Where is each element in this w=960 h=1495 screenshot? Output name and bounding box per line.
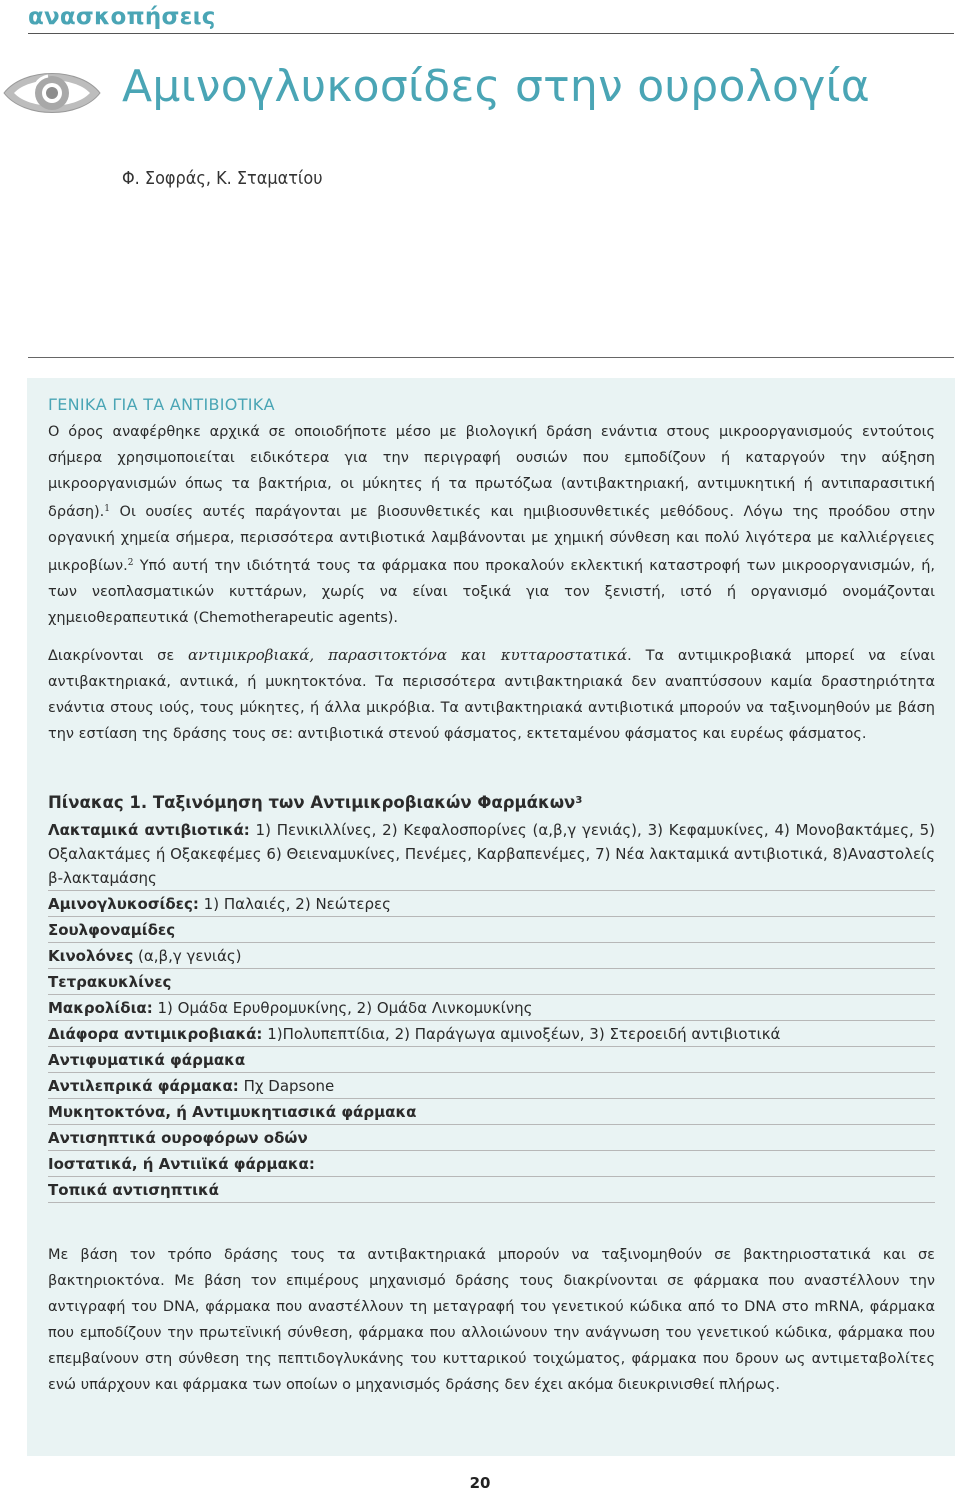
row-label: Τετρακυκλίνες xyxy=(48,973,172,991)
row-label: Μακρολίδια: xyxy=(48,999,153,1017)
table-row xyxy=(48,1178,935,1203)
section-heading: ΓΕΝΙΚΑ ΓΙΑ ΤΑ ΑΝΤΙΒΙΟΤΙΚΑ xyxy=(48,395,275,414)
table-row xyxy=(48,1022,935,1047)
paragraph-intro-part-b: Οι ουσίες αυτές παράγονται με βιοσυνθετικές και ημιβιοσυνθετικές μεθόδους. Λόγω της προόδου στην οργανική χημεία σήμερα, περισσότερα αντιβιοτικά λαμβάνονται με χημική σύνθεση και πολύ λιγότερα με καλλιέργειες μικροβίων. xyxy=(48,504,935,574)
row-label: Μυκητοκτόνα, ή Αντιμυκητιασικά φάρμακα xyxy=(48,1103,417,1121)
row-text: 1) Πενικιλλίνες, 2) Κεφαλοσπορίνες (α,β,γ γενιάς), 3) Κεφαμυκίνες, 4) Μονοβακτάμες, 5) Οξαλακτάμες ή Οξακεφέμες 6) Θειεναμυκίνες, Πενέμες, Καρβαπενέμες, 7) Νέα λακταμικά αντιβιοτικά, 8)Αναστολείς β-λακταμάσης xyxy=(48,821,935,887)
section-label: ανασκοπήσεις xyxy=(28,4,216,30)
row-label: Αμινογλυκοσίδες: xyxy=(48,895,199,913)
table-row xyxy=(48,1152,935,1177)
row-text: 1) Παλαιές, 2) Νεώτερες xyxy=(198,895,391,913)
paragraph-classification-part-a: Διακρίνονται σε xyxy=(48,648,189,664)
paragraph-classification-emphasis: αντιμικροβιακά, παρασιτοκτόνα και κυτταροστατικά xyxy=(188,646,628,664)
paragraph-mechanism xyxy=(48,1242,935,1398)
table-row xyxy=(48,1126,935,1151)
row-text: (α,β,γ γενιάς) xyxy=(133,947,242,965)
row-label: Σουλφοναμίδες xyxy=(48,921,176,939)
row-label: Κινολόνες xyxy=(48,947,134,965)
table-row xyxy=(48,892,935,917)
row-label: Διάφορα αντιμικροβιακά: xyxy=(48,1025,263,1043)
authors: Φ. Σοφράς, Κ. Σταματίου xyxy=(122,169,323,189)
table-row xyxy=(48,818,935,891)
table-row xyxy=(48,970,935,995)
table-row xyxy=(48,944,935,969)
page-number: 20 xyxy=(469,1474,491,1492)
paragraph-intro-part-c: Υπό αυτή την ιδιότητά τους τα φάρμακα που προκαλούν εκλεκτική καταστροφή των μικροοργανισμών, ή, των νεοπλασματικών κυττάρων, χωρίς να είναι τοξικά για τον ξενιστή, ιστό ή οργανισμό ονομάζονται χημειοθεραπευτικά (Chemotherapeutic agents). xyxy=(48,558,935,626)
section-rule xyxy=(28,357,954,358)
table-title-reference: 3 xyxy=(575,795,583,806)
row-text: 1) Ομάδα Ερυθρομυκίνης, 2) Ομάδα Λινκομυκίνης xyxy=(152,999,533,1017)
row-label: Αντιφυματικά φάρμακα xyxy=(48,1051,246,1069)
table-title-text: Πίνακας 1. Ταξινόμηση των Αντιμικροβιακών Φαρμάκων xyxy=(48,793,576,812)
row-label: Ιοστατικά, ή Αντιιϊκά φάρμακα: xyxy=(48,1155,315,1173)
paragraph-classification-part-b: . Τα αντιμικροβιακά μπορεί να είναι αντιβακτηριακά, αντιικά, ή μυκητοκτόνα. Τα περισσότερα αντιβακτηριακά δεν αναπτύσσουν καμία δραστηριότητα ενάντια στους ιούς, τους μύκητες, ή άλλα μικρόβια. Τα αντιβακτηριακά αντιβιοτικά μπορούν να ταξινομηθούν με βάση την εστίαση της δράσης τους σε: αντιβιοτικά στενού φάσματος, εκτεταμένου φάσματος και ευρέως φάσματος. xyxy=(48,648,936,742)
eye-icon xyxy=(2,64,102,122)
row-text: Πχ Dapsone xyxy=(238,1077,335,1095)
classification-table xyxy=(48,818,935,1204)
paragraph-classification xyxy=(48,643,935,747)
table-title xyxy=(48,793,582,812)
reference-1: 1 xyxy=(104,504,111,514)
table-row xyxy=(48,1048,935,1073)
table-row xyxy=(48,996,935,1021)
row-text: 1)Πολυπεπτίδια, 2) Παράγωγα αμινοξέων, 3) Στεροειδή αντιβιοτικά xyxy=(262,1025,781,1043)
header-rule xyxy=(28,33,954,34)
table-row xyxy=(48,1074,935,1099)
row-label: Τοπικά αντισηπτικά xyxy=(48,1181,219,1199)
paragraph-mechanism-text: Με βάση τον τρόπο δράσης τους τα αντιβακτηριακά μπορούν να ταξινομηθούν σε βακτηριοστατικά και σε βακτηριοκτόνα. Με βάση τον επιμέρους μηχανισμό δράσης τους διακρίνονται σε φάρμακα που αναστέλλουν την αντιγραφή του DNA, φάρμακα που αναστέλλουν τη μεταγραφή του γενετικού κώδικα από το DNA στο mRNA, φάρμακα που εμποδίζουν την πρωτεϊνική σύνθεση, φάρμακα που αλλοιώνουν την ανάγνωση του γενετικού κώδικα, φάρμακα που επεμβαίνουν στη σύνθεση της πεπτιδογλυκάνης του κυτταρικού τοιχώματος, φάρμακα που δρουν ως αντιμεταβολίτες ενώ υπάρχουν και φάρμακα των οποίων ο μηχανισμός δράσης δεν έχει ακόμα διευκρινισθεί πλήρως. xyxy=(48,1247,935,1393)
table-row xyxy=(48,1100,935,1125)
row-label: Αντισηπτικά ουροφόρων οδών xyxy=(48,1129,308,1147)
row-label: Αντιλεπρικά φάρμακα: xyxy=(48,1077,239,1095)
paragraph-intro xyxy=(48,419,935,631)
reference-2: 2 xyxy=(127,558,134,568)
row-label: Λακταμικά αντιβιοτικά: xyxy=(48,821,250,839)
article-title: Αμινογλυκοσίδες στην ουρολογία xyxy=(122,61,871,112)
paragraph-intro-part-a: Ο όρος αναφέρθηκε αρχικά σε οποιοδήποτε μέσο με βιολογική δράση ενάντια στους μικροοργανισμούς εντούτοις σήμερα χρησιμοποιείται ειδικότερα για την περιγραφή ουσιών που εμποδίζουν ή καταργούν την αύξηση μικροοργανισμών όπως τα βακτήρια, οι μύκητες ή τα πρωτόζωα (αντιβακτηριακή, αντιμυκητική ή αντιπαρασιτική δράση). xyxy=(48,424,935,520)
table-row xyxy=(48,918,935,943)
